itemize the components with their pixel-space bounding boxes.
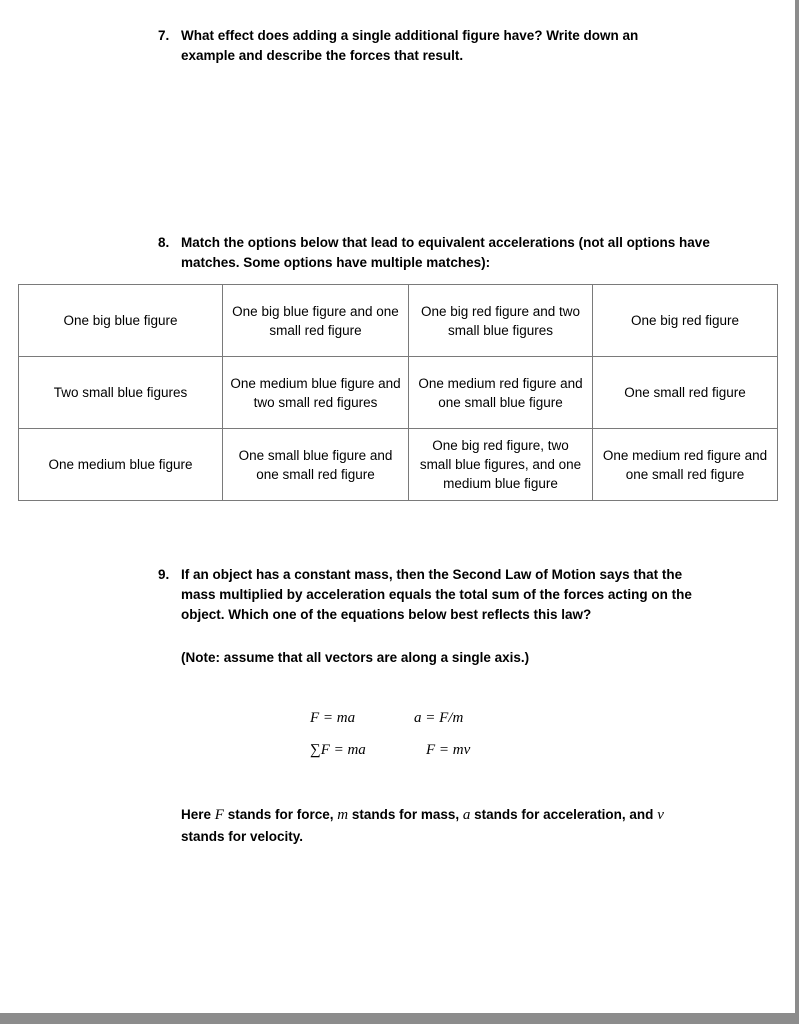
- question-7-number: 7.: [158, 28, 170, 43]
- table-cell: One big red figure: [593, 285, 778, 357]
- table-cell: One medium red figure and one small blue figure: [409, 357, 593, 429]
- table-cell: One medium red figure and one small red figure: [593, 429, 778, 501]
- mass-symbol: m: [337, 807, 349, 823]
- table-cell: Two small blue figures: [19, 357, 223, 429]
- equation-option-1: F = ma: [310, 710, 356, 726]
- acceleration-symbol: a: [462, 807, 471, 823]
- question-9-text: If an object has a constant mass, then the Second Law of Motion says that the mass multiplied by acceleration equals the total sum of the forces acting on the object. Which one of the equations below best reflects this law?: [181, 567, 692, 622]
- table-cell: One big blue figure and one small red figure: [223, 285, 409, 357]
- question-7-text: What effect does adding a single additional figure have? Write down an example and describe the forces that result.: [181, 28, 639, 63]
- table-cell: One big red figure and two small blue figures: [409, 285, 593, 357]
- equation-option-2: a = F/m: [414, 710, 464, 726]
- table-cell: One medium blue figure and two small red figures: [223, 357, 409, 429]
- velocity-symbol: v: [657, 807, 664, 823]
- question-9-number: 9.: [158, 567, 170, 582]
- table-cell: One big red figure, two small blue figures, and one medium blue figure: [409, 429, 593, 501]
- table-row: [19, 285, 778, 357]
- footer-text: Here: [181, 807, 215, 822]
- footer-text: stands for acceleration, and: [470, 807, 658, 822]
- table-cell: One big blue figure: [19, 285, 223, 357]
- question-8-text: Match the options below that lead to equivalent accelerations (not all options have matches. Some options have multiple matches):: [181, 235, 710, 270]
- variable-definitions: [181, 804, 701, 847]
- question-9-note: (Note: assume that all vectors are along a single axis.): [181, 650, 530, 665]
- footer-text: stands for velocity.: [181, 829, 304, 844]
- table-row: [19, 429, 778, 501]
- table-row: [19, 357, 778, 429]
- equation-option-4: F = mv: [426, 742, 471, 758]
- table-cell: One small red figure: [593, 357, 778, 429]
- footer-text: stands for force,: [223, 807, 338, 822]
- question-8-number: 8.: [158, 235, 170, 250]
- equation-option-3: ∑F = ma: [310, 742, 366, 758]
- table-cell: One medium blue figure: [19, 429, 223, 501]
- footer-text: stands for mass,: [348, 807, 463, 822]
- force-symbol: F: [214, 807, 224, 823]
- table-cell: One small blue figure and one small red figure: [223, 429, 409, 501]
- matching-table: [18, 284, 778, 501]
